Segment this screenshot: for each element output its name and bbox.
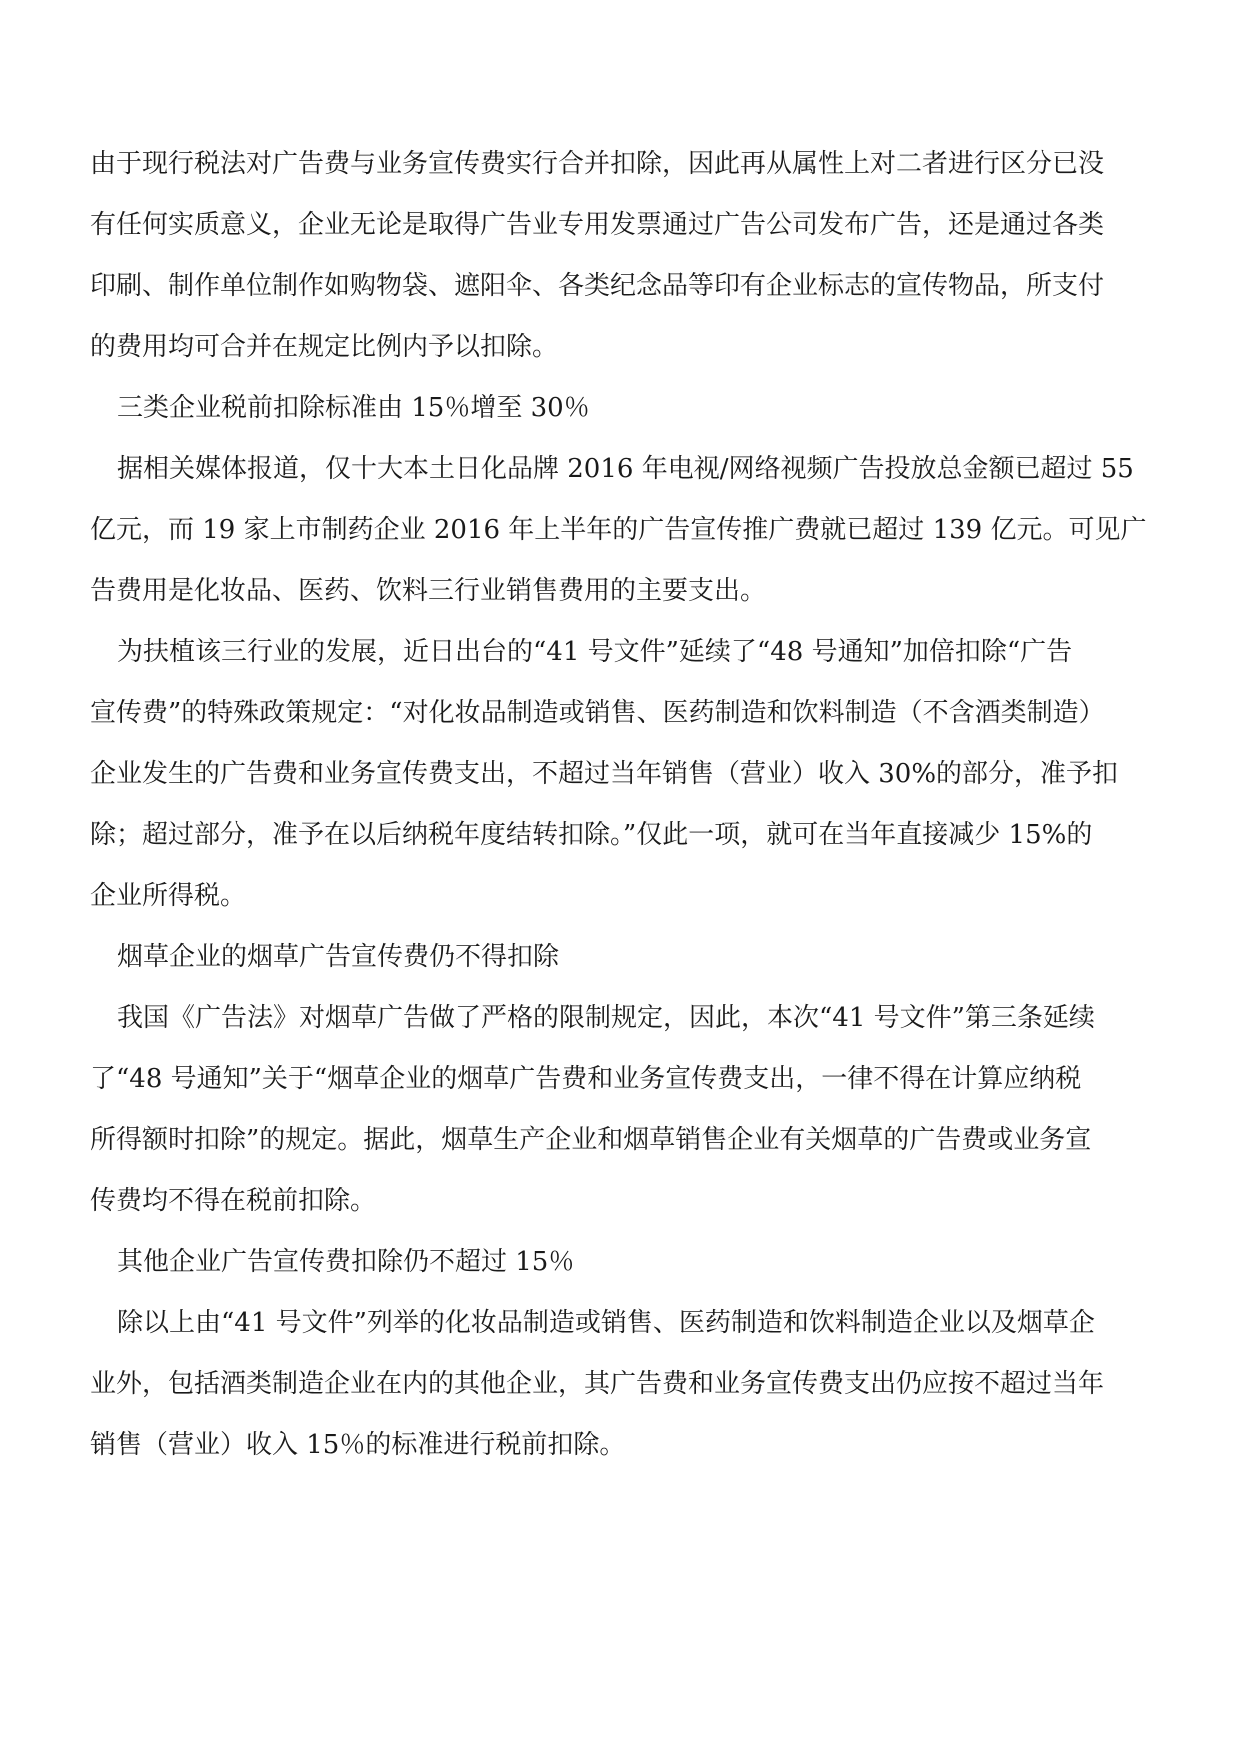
section-heading: 烟草企业的烟草广告宣传费仍不得扣除: [117, 942, 560, 972]
paragraph-line: 告费用是化妆品、医药、饮料三行业销售费用的主要支出。: [90, 576, 767, 606]
paragraph-line: 的费用均可合并在规定比例内予以扣除。: [90, 332, 559, 362]
section-heading: 三类企业税前扣除标准由 15％增至 30％: [117, 393, 590, 423]
paragraph-line: 了“48 号通知”关于“烟草企业的烟草广告费和业务宣传费支出，一律不得在计算应纳税: [90, 1064, 1082, 1094]
paragraph-line: 由于现行税法对广告费与业务宣传费实行合并扣除，因此再从属性上对二者进行区分已没: [90, 149, 1105, 179]
paragraph-line: 除以上由“41 号文件”列举的化妆品制造或销售、医药制造和饮料制造企业以及烟草企: [117, 1308, 1095, 1338]
paragraph-line: 企业发生的广告费和业务宣传费支出，不超过当年销售（营业）收入 30%的部分，准予扣: [90, 759, 1119, 789]
section-heading: 其他企业广告宣传费扣除仍不超过 15％: [117, 1247, 575, 1277]
paragraph-line: 所得额时扣除”的规定。据此，烟草生产企业和烟草销售企业有关烟草的广告费或业务宣: [90, 1125, 1092, 1155]
paragraph-line: 传费均不得在税前扣除。: [90, 1186, 377, 1216]
paragraph-line: 据相关媒体报道，仅十大本土日化品牌 2016 年电视/网络视频广告投放总金额已超过 55: [117, 454, 1134, 484]
paragraph-line: 销售（营业）收入 15％的标准进行税前扣除。: [90, 1430, 626, 1460]
paragraph-line: 印刷、制作单位制作如购物袋、遮阳伞、各类纪念品等印有企业标志的宣传物品，所支付: [90, 271, 1105, 301]
paragraph-line: 宣传费”的特殊政策规定：“对化妆品制造或销售、医药制造和饮料制造（不含酒类制造）: [90, 698, 1105, 728]
paragraph-line: 亿元，而 19 家上市制药企业 2016 年上半年的广告宣传推广费就已超过 139 亿元。可见广: [90, 515, 1147, 545]
paragraph-line: 有任何实质意义，企业无论是取得广告业专用发票通过广告公司发布广告，还是通过各类: [90, 210, 1105, 240]
paragraph-line: 我国《广告法》对烟草广告做了严格的限制规定，因此，本次“41 号文件”第三条延续: [117, 1003, 1095, 1033]
paragraph-line: 为扶植该三行业的发展，近日出台的“41 号文件”延续了“48 号通知”加倍扣除“广告: [117, 637, 1073, 667]
paragraph-line: 除；超过部分，准予在以后纳税年度结转扣除。”仅此一项，就可在当年直接减少 15%的: [90, 820, 1093, 850]
paragraph-line: 业外，包括酒类制造企业在内的其他企业，其广告费和业务宣传费支出仍应按不超过当年: [90, 1369, 1105, 1399]
paragraph-line: 企业所得税。: [90, 881, 247, 911]
